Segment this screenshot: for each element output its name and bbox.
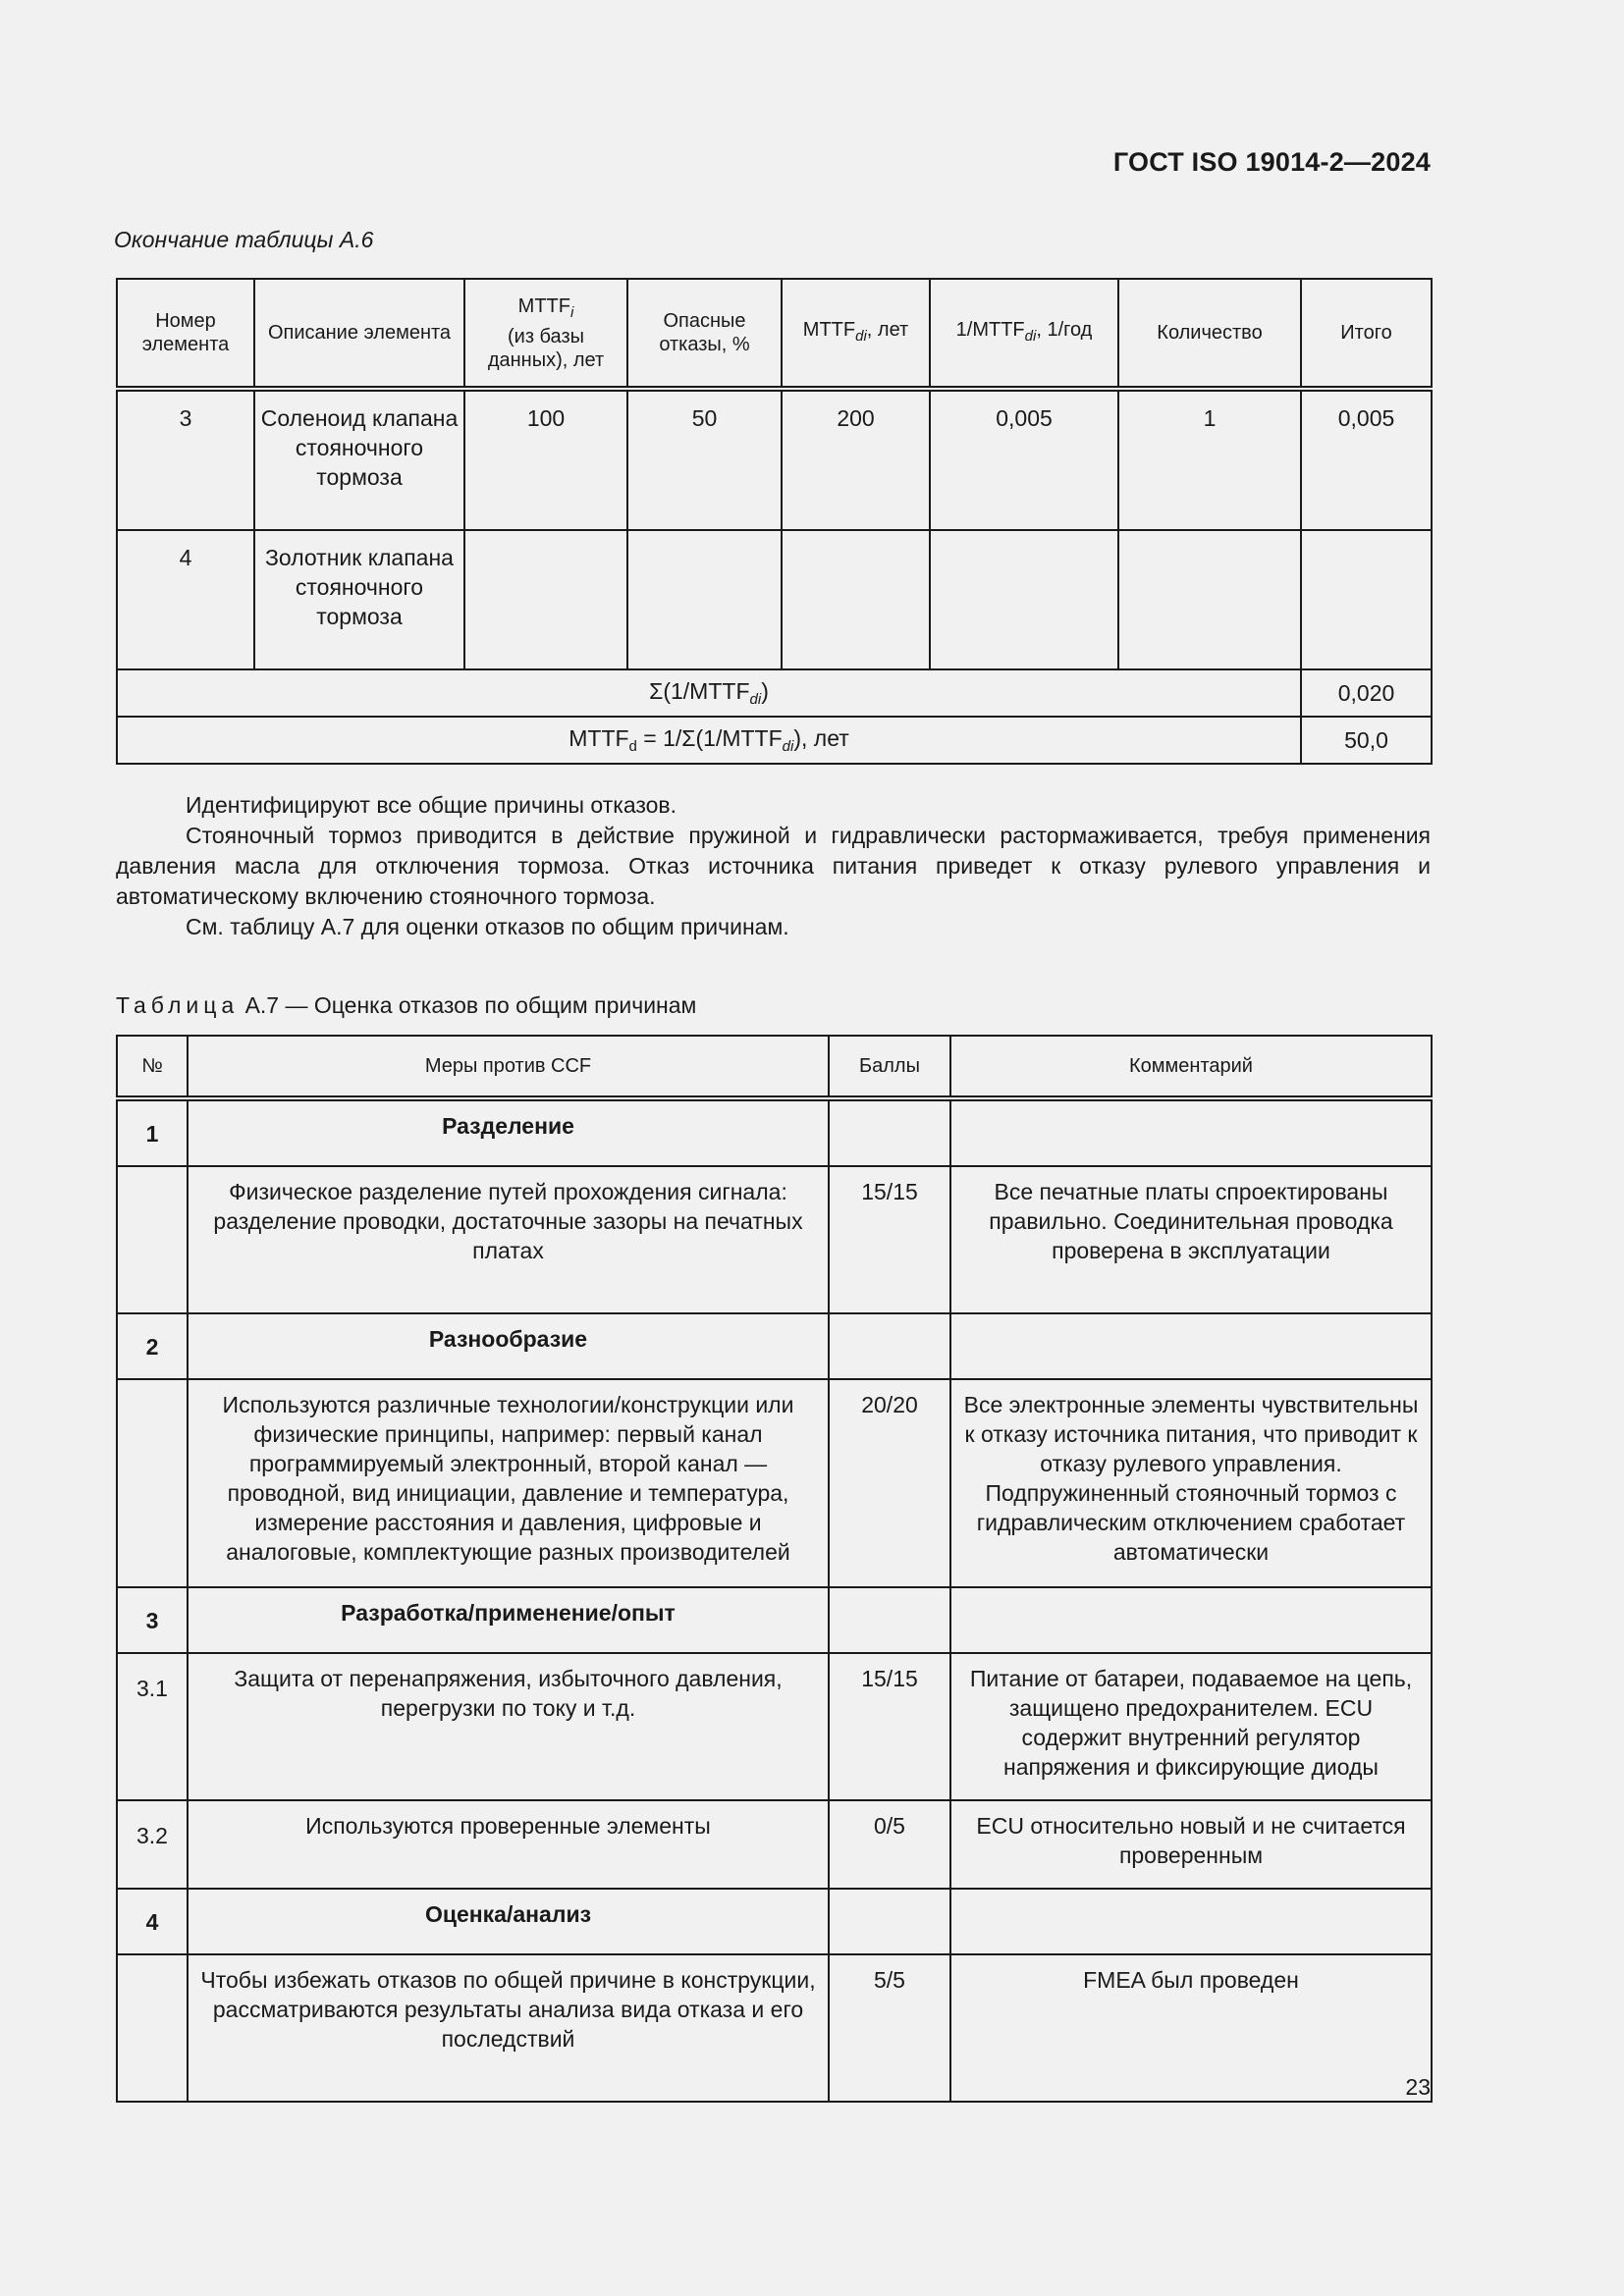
item-number: 3.2 [117,1800,188,1889]
section-comment-empty [950,1587,1432,1653]
section-title: Оценка/анализ [188,1889,829,1954]
section-comment-empty [950,1889,1432,1954]
mttfd-row [117,717,1432,764]
cell-qty [1118,530,1301,669]
cell-num: 3 [117,389,254,530]
table-a7 [116,1035,1433,2103]
col-header-mttfdi: $MTTF_{di}$, лет [782,279,930,389]
paragraph-1: Идентифицируют все общие причины отказов. [186,792,677,818]
section-number: 1 [117,1098,188,1166]
col-header-quantity: Количество [1118,279,1301,389]
section-comment-empty [950,1098,1432,1166]
cell-mttfdi [782,530,930,669]
cell-dang: 50 [627,389,782,530]
item-measure: Используются различные технологии/конструкции или физические принципы, например: первый канал программируемый электронный, второй канал — проводной, вид инициации, давление и температура, измерение расстояния и давления, цифровые и аналоговые, комплектующие разных производителей [188,1379,829,1587]
item-measure: Защита от перенапряжения, избыточного давления, перегрузки по току и т.д. [188,1653,829,1800]
mttfd-value: 50,0 [1301,717,1432,764]
item-measure: Чтобы избежать отказов по общей причине в конструкции, рассматриваются результаты анализа вида отказа и его последствий [188,1954,829,2102]
mttfd-label: $MTTF_d$ = $1/\Sigma(1/MTTF_{di})$, лет [117,717,1301,764]
table-row [117,1166,1432,1313]
section-score-empty [829,1889,950,1954]
page-number: 23 [1405,2074,1431,2100]
table-row [117,1954,1432,2102]
item-comment: FMEA был проведен [950,1954,1432,2102]
cell-mttfdi: 200 [782,389,930,530]
section-score-empty [829,1587,950,1653]
col-header-dangerous-failures: Опасные отказы, % [627,279,782,389]
section-comment-empty [950,1313,1432,1379]
cell-num: 4 [117,530,254,669]
col-header-element-number: Номер элемента [117,279,254,389]
section-title: Разнообразие [188,1313,829,1379]
section-row [117,1098,1432,1166]
item-comment: Все печатные платы спроектированы правильно. Соединительная проводка проверена в эксплуатации [950,1166,1432,1313]
item-number: 3.1 [117,1653,188,1800]
col-header-total: Итого [1301,279,1432,389]
item-number [117,1379,188,1587]
section-title: Разработка/применение/опыт [188,1587,829,1653]
document-code: ГОСТ ISO 19014-2—2024 [1112,147,1431,177]
table-row [117,389,1432,530]
sum-row [117,669,1432,717]
table-row [117,530,1432,669]
col-header-element-description: Описание элемента [254,279,464,389]
cell-qty: 1 [1118,389,1301,530]
section-score-empty [829,1098,950,1166]
section-row [117,1587,1432,1653]
section-row [117,1313,1432,1379]
cell-desc: Соленоид клапана стояночного тормоза [254,389,464,530]
table-a7-title [116,992,696,1019]
section-number: 3 [117,1587,188,1653]
cell-mttfi: 100 [464,389,627,530]
item-comment: ECU относительно новый и не считается проверенным [950,1800,1432,1889]
paragraph-2: Стояночный тормоз приводится в действие пружиной и гидравлически растормаживается, требуя применения давления масла для отключения тормоза. Отказ источника питания приведет к отказу рулевого управления и автоматическому включению стояночного тормоза. [116,823,1431,909]
cell-inv: 0,005 [930,389,1118,530]
item-measure: Физическое разделение путей прохождения сигнала: разделение проводки, достаточные зазоры на печатных платах [188,1166,829,1313]
section-number: 2 [117,1313,188,1379]
col-header-comment: Комментарий [950,1036,1432,1098]
cell-total: 0,005 [1301,389,1432,530]
col-header-measures: Меры против CCF [188,1036,829,1098]
table-row [117,1653,1432,1800]
item-score: 15/15 [829,1166,950,1313]
item-measure: Используются проверенные элементы [188,1800,829,1889]
col-header-score: Баллы [829,1036,950,1098]
table-a7-title-text: А.7 — Оценка отказов по общим причинам [244,992,697,1018]
table-a6-continuation-caption: Окончание таблицы А.6 [114,227,374,252]
section-score-empty [829,1313,950,1379]
section-number: 4 [117,1889,188,1954]
item-score: 5/5 [829,1954,950,2102]
cell-desc: Золотник клапана стояночного тормоза [254,530,464,669]
item-score: 20/20 [829,1379,950,1587]
cell-total [1301,530,1432,669]
col-header-number: № [117,1036,188,1098]
cell-mttfi [464,530,627,669]
item-score: 0/5 [829,1800,950,1889]
item-comment: Все электронные элементы чувствительны к отказу источника питания, что приводит к отказу рулевого управления. Подпружиненный стояночный тормоз с гидравлическим отключением сработает автоматически [950,1379,1432,1587]
table-row [117,1800,1432,1889]
col-header-inverse-mttfdi: $1/MTTF_{di}$, 1/год [930,279,1118,389]
item-comment: Питание от батареи, подаваемое на цепь, защищено предохранителем. ECU содержит внутренний регулятор напряжения и фиксирующие диоды [950,1653,1432,1800]
table-row [117,1379,1432,1587]
cell-inv [930,530,1118,669]
table-a6-header-row [117,279,1432,389]
table-a7-header-row [117,1036,1432,1098]
section-title: Разделение [188,1098,829,1166]
item-score: 15/15 [829,1653,950,1800]
col-header-mttfi: $MTTF_i$ (из базы данных), лет [464,279,627,389]
cell-dang [627,530,782,669]
item-number [117,1954,188,2102]
sum-label: $\Sigma(1/MTTF_{di})$ [117,669,1301,717]
item-number [117,1166,188,1313]
sum-value: 0,020 [1301,669,1432,717]
table-word: Таблица [116,992,240,1018]
section-row [117,1889,1432,1954]
table-a6 [116,278,1433,765]
paragraph-3: См. таблицу А.7 для оценки отказов по общим причинам. [186,914,789,939]
